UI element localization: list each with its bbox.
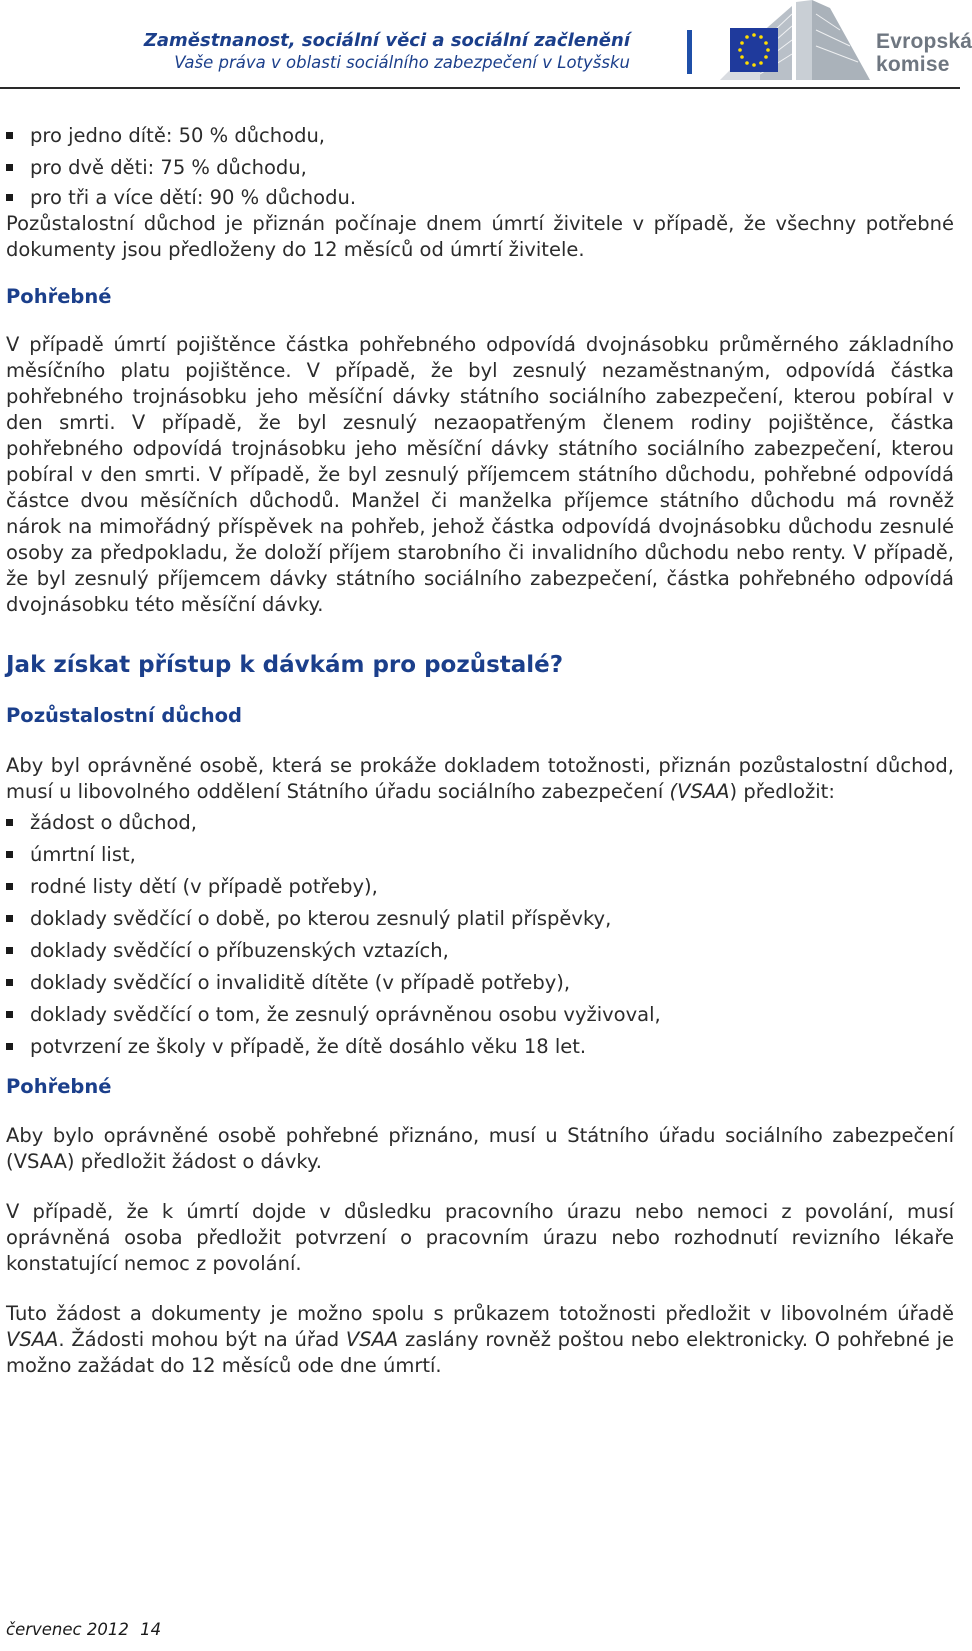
page-header <box>0 0 972 88</box>
list-item: rodné listy dětí (v případě potřeby), <box>6 871 954 903</box>
list-item: doklady svědčící o invaliditě dítěte (v případě potřeby), <box>6 967 954 999</box>
funeral-access-paragraph-1: Aby bylo oprávněné osobě pohřebné přiznáno, musí u Státního úřadu sociálního zabezpečení (VSAA) předložit žádost o dávky. <box>6 1124 954 1173</box>
bullet-icon <box>6 132 13 139</box>
bullet-icon <box>6 979 13 986</box>
bullet-icon <box>6 1011 13 1018</box>
funeral-access-heading: Pohřebné <box>6 1075 112 1098</box>
list-item: potvrzení ze školy v případě, že dítě dosáhlo věku 18 let. <box>6 1031 954 1063</box>
ec-logo-text <box>876 30 972 76</box>
bullet-icon <box>6 194 13 201</box>
footer-date: červenec 2012 <box>6 1620 129 1639</box>
header-titles <box>144 30 630 74</box>
header-rule <box>0 87 960 89</box>
access-heading: Jak získat přístup k dávkám pro pozůstalé? <box>6 652 564 678</box>
list-item: pro dvě děti: 75 % důchodu, <box>6 152 954 184</box>
bullet-icon <box>6 1043 13 1050</box>
required-documents-list <box>6 807 954 1063</box>
bullet-icon <box>6 819 13 826</box>
bullet-icon <box>6 164 13 171</box>
bullet-icon <box>6 915 13 922</box>
page-footer <box>6 1620 161 1639</box>
intro-paragraph: Pozůstalostní důchod je přiznán počínaje dnem úmrtí živitele v případě, že všechny potřebné dokumenty jsou předloženy do 12 měsíců od úmrtí živitele. <box>6 212 954 261</box>
ec-logo-line1: Evropská <box>876 30 972 53</box>
header-divider-bar <box>687 30 692 74</box>
funeral-heading: Pohřebné <box>6 285 112 308</box>
list-item: úmrtní list, <box>6 839 954 871</box>
list-item: pro tři a více dětí: 90 % důchodu. <box>6 184 954 211</box>
european-commission-logo <box>700 0 972 86</box>
list-item: doklady svědčící o příbuzenských vztazích, <box>6 935 954 967</box>
header-subtitle: Vaše práva v oblasti sociálního zabezpečení v Lotyšsku <box>174 53 630 72</box>
page-number: 14 <box>140 1620 162 1639</box>
survivor-pension-paragraph: Aby byl oprávněné osobě, která se prokáže dokladem totožnosti, přiznán pozůstalostní důchod, musí u libovolného oddělení Státního úřadu sociálního zabezpečení (VSAA) předložit: <box>6 754 954 803</box>
list-item: doklady svědčící o době, po kterou zesnulý platil příspěvky, <box>6 903 954 935</box>
funeral-paragraph: V případě úmrtí pojištěnce částka pohřebného odpovídá dvojnásobku průměrného základního měsíčního platu pojištěnce. V případě, že byl zesnulý nezaměstnaným, odpovídá částka pohřebného trojnásobku jeho měsíční dávky státního sociálního zabezpečení, kterou pobíral v den smrti. V případě, že byl zesnulý nezaopatřeným členem rodiny pojištěnce, částka pohřebného odpovídá trojnásobku jeho měsíční dávky státního sociálního zabezpečení, kterou pobíral v den smrti. V případě, že byl zesnulý příjemcem státního důchodu, pohřebné odpovídá částce dvou měsíčních důchodů. Manžel či manželka příjemce státního důchodu má rovněž nárok na mimořádný příspěvek na pohřeb, jehož částka odpovídá dvojnásobku důchodu zesnulé osoby za předpokladu, že doloží příjem starobního či invalidního důchodu nebo renty. V případě, že byl zesnulý příjemcem dávky státního sociálního zabezpečení, částka pohřebného odpovídá dvojnásobku této měsíční dávky. <box>6 333 954 616</box>
bullet-icon <box>6 947 13 954</box>
list-item: pro jedno dítě: 50 % důchodu, <box>6 120 954 152</box>
funeral-access-paragraph-2: V případě, že k úmrtí dojde v důsledku pracovního úrazu nebo nemoci z povolání, musí oprávněná osoba předložit potvrzení o pracovním úrazu nebo rozhodnutí revizního lékaře konstatující nemoc z povolání. <box>6 1200 954 1275</box>
ec-logo-line2: komise <box>876 53 950 76</box>
child-benefit-list <box>6 120 954 211</box>
funeral-access-paragraph-3: Tuto žádost a dokumenty je možno spolu s průkazem totožnosti předložit v libovolném úřadě VSAA. Žádosti mohou být na úřad VSAA zaslány rovněž poštou nebo elektronicky. O pohřebné je možno zažádat do 12 měsíců ode dne úmrtí. <box>6 1302 954 1377</box>
bullet-icon <box>6 883 13 890</box>
bullet-icon <box>6 851 13 858</box>
header-title: Zaměstnanost, sociální věci a sociální začlenění <box>143 30 630 51</box>
survivor-pension-heading: Pozůstalostní důchod <box>6 704 243 727</box>
list-item: doklady svědčící o tom, že zesnulý oprávněnou osobu vyživoval, <box>6 999 954 1031</box>
ec-building-icon <box>700 0 876 86</box>
list-item: žádost o důchod, <box>6 807 954 839</box>
document-body <box>6 120 954 1379</box>
